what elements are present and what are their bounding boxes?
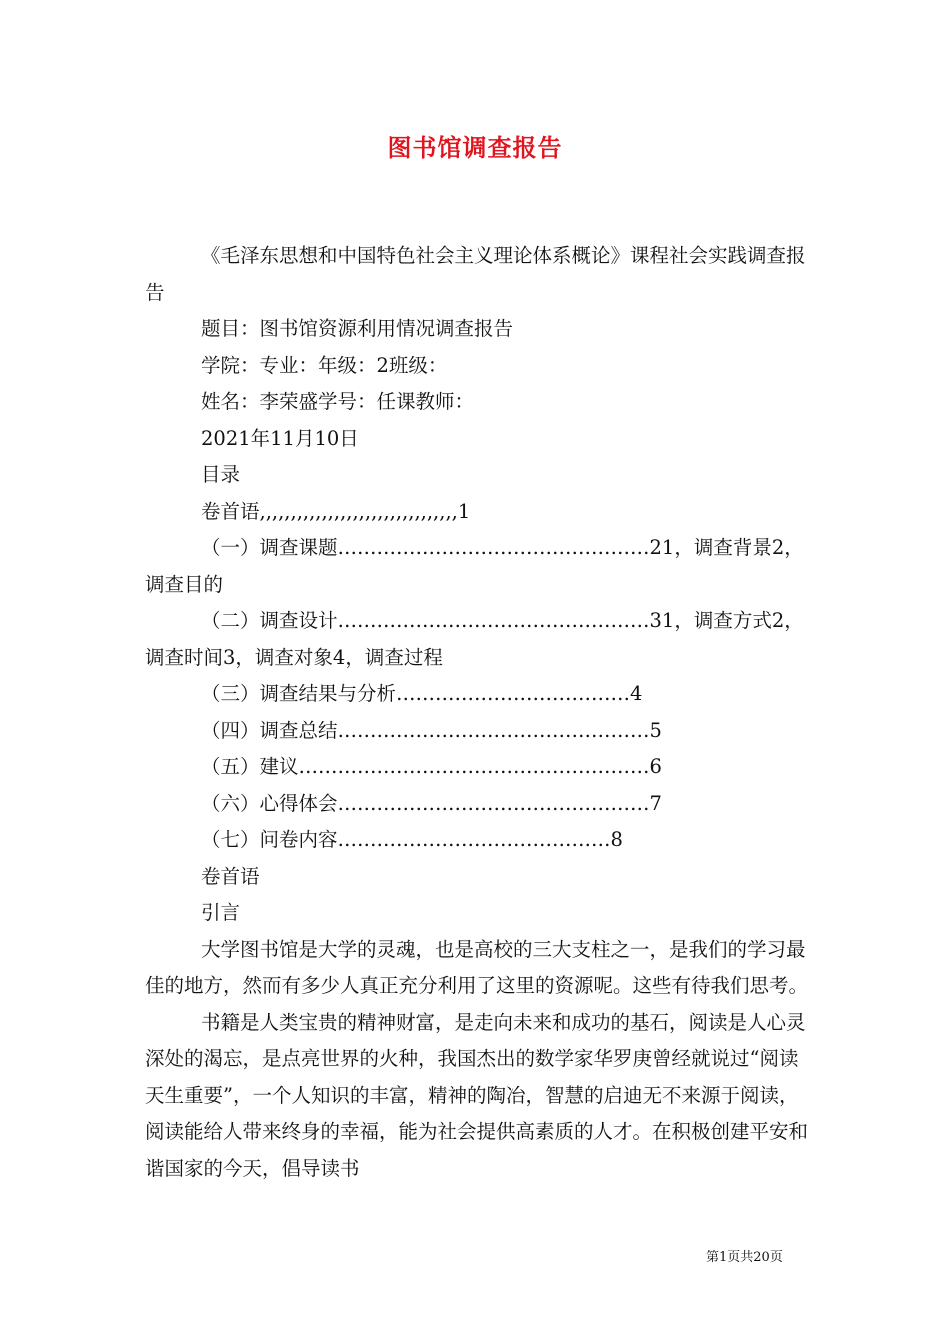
toc-item-5: （五）建议………………………………………………6 <box>201 755 662 778</box>
toc-item-4: （四）调查总结…………………………………………5 <box>201 718 662 742</box>
date-line: 2021年11月10日 <box>201 426 359 450</box>
page-footer: 第1页共20页 <box>706 1250 783 1265</box>
topic-line: 题目：图书馆资源利用情况调查报告 <box>201 317 514 340</box>
toc-heading: 目录 <box>201 463 241 486</box>
toc-item-1: （一）调查课题…………………………………………21，调查背景2，调查目的 <box>145 536 804 596</box>
toc-item-2: （二）调查设计…………………………………………31，调查方式2，调查时间3，调查对象4，调查过程 <box>145 609 804 669</box>
preface-heading: 卷首语 <box>201 864 260 888</box>
body-paragraph: 大学图书馆是大学的灵魂，也是高校的三大支柱之一，是我们的学习最佳的地方，然而有多少人真正充分利用了这里的资源呢。这些有待我们思考。 <box>145 937 809 997</box>
toc-item-6: （六）心得体会…………………………………………7 <box>201 791 662 815</box>
toc-item-7: （七）问卷内容……………………………………8 <box>201 828 623 851</box>
intro-heading: 引言 <box>201 901 241 924</box>
course-report-line: 《毛泽东思想和中国特色社会主义理论体系概论》课程社会实践调查报告 <box>145 244 806 304</box>
document-title: 图书馆调查报告 <box>387 133 563 162</box>
college-line: 学院：专业：年级：2班级： <box>201 353 448 377</box>
toc-item-3: （三）调查结果与分析………………………………4 <box>201 682 643 705</box>
name-line: 姓名：李荣盛学号：任课教师： <box>201 390 475 413</box>
toc-item-preface: 卷首语,,,,,,,,,,,,,,,,,,,,,,,,,,,,,,,,1 <box>201 499 471 523</box>
document-body <box>145 238 810 1187</box>
body-paragraph: 书籍是人类宝贵的精神财富，是走向未来和成功的基石，阅读是人心灵深处的渴忘，是点亮世界的火种，我国杰出的数学家华罗庚曾经就说过“阅读天生重要”，一个人知识的丰富，精神的陶冶，智慧的启迪无不来源于阅读，阅读能给人带来终身的幸福，能为社会提供高素质的人才。在积极创建平安和谐国家的今天，倡导读书 <box>145 1010 809 1180</box>
